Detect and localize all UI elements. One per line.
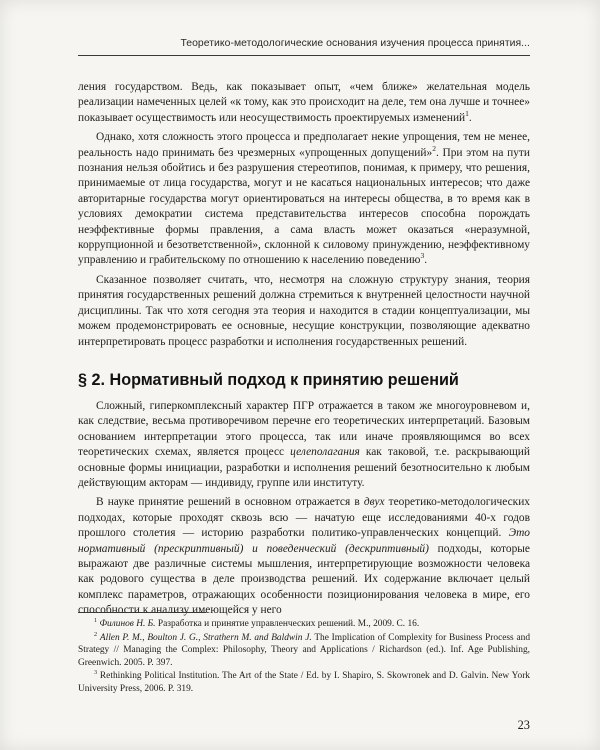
footnote-ref-2: 2 — [432, 143, 436, 153]
section-paragraph-1-text-a: Сложный, гиперкомплексный характер ПГР отражается в таком же многоуровневом и, как следствие, весьма противоречивом перечне его теоретических интерпретаций. Базовым основанием интерпретации этого процесса, так или иначе проявляющимся во всех теоретических схемах, является процесс — [78, 400, 530, 459]
paragraph-2-text-a: Однако, хотя сложность этого процесса и предполагает некие упрощения, тем не менее, реальность надо принимать без чрезмерных «упрощенных допущений» — [78, 131, 530, 159]
section-paragraph-2-emphasis-1: двух — [363, 496, 385, 509]
section-paragraph-1 — [78, 399, 530, 491]
main-text — [78, 80, 530, 350]
footnotes — [78, 618, 530, 697]
footnote-3 — [78, 670, 530, 695]
paragraph-2-text-b: . При этом на пути познания нельзя обойтись и без разрушения стереотипов, понимая, к примеру, что решения, принимаемые от лица государства, могут и не касаться национальных интересов; что даже авторитарные государства могут ориентироваться на интересы общества, в то время как в условиях демократии система представительства интересов способна порождать неэффективные формы правления, а сама власть может оказаться «неразумной, коррупционной и безответственной», склонной к силовому принуждению, неэффективному управлению и грабительскому по отношению к населению поведению — [78, 146, 530, 267]
section-paragraph-2-text-c: подходы, которые выражают две различные системы мышления, интерпретирующие возможности человека как родового существа в деле производства решений. Их содержание включает целый комплекс параметров, отражающих особенности позиционирования человека в мире, его способности к анализу имеющейся у него — [78, 542, 530, 617]
footnote-ref-1: 1 — [465, 109, 469, 119]
paragraph-3: Сказанное позволяет считать, что, несмотря на сложную структуру знания, теория принятия государственных решений должна стремиться к внутренней целостности научной дисциплины. Так что хотя сегодня эта теория и находится в стадии концептуализации, мы можем продемонстрировать ее основные, несущие конструкции, позволяющие адекватно интерпретировать процесс разработки и исполнения государственных решений. — [78, 273, 530, 348]
section-paragraph-2-text-a: В науке принятие решений в основном отражается в — [96, 496, 364, 509]
footnote-1-text: Разработка и принятие управленческих решений. М., 2009. С. 16. — [155, 619, 420, 629]
section-text — [78, 399, 530, 619]
footnote-2 — [78, 632, 530, 670]
footnote-3-number: 3 — [94, 669, 98, 677]
section-heading: § 2. Нормативный подход к принятию решений — [78, 371, 459, 389]
footnote-2-number: 2 — [94, 630, 98, 638]
footnote-1-number: 1 — [94, 616, 98, 624]
section-paragraph-2-emphasis-2: Это нормативный (прескриптивный) и поведенческий (дескриптивный) — [78, 527, 530, 555]
page-number: 23 — [517, 718, 530, 732]
section-paragraph-2-text-b: теоретико-методологических подходах, которые проходят сквозь всю — начатую еще исследованиями 40-х годов прошлого столетия — историю разработки политико-управленческих концепций. — [78, 496, 531, 540]
paragraph-1-text: ления государством. Ведь, как показывает опыт, «чем ближе» желательная модель реализации намеченных целей «к тому, как это происходит на деле, тем она лучше и точнее» показывает осуществимость или неосуществимость проектируемых изменений — [78, 81, 530, 124]
footnote-3-text: Rethinking Political Institution. The Art of the State / Ed. by I. Shapiro, S. Skowronek and D. Galvin. New York University Press, 2006. P. 319. — [78, 671, 530, 694]
paragraph-2: Однако, хотя сложность этого процесса и предполагает некие упрощения, тем не менее, реальность надо принимать без чрезмерных «упрощенных допущений»$^2$. При этом на пути познания нельзя обойтись и без разрушения стереотипов, понимая, к примеру, что решения, принимаемые от лица государства, могут и не касаться национальных интересов; что даже авторитарные государства могут ориентироваться на интересы общества, в то время как в условиях демократии система представительства интересов способна порождать неэффективные формы правления, а сама власть может оказаться «неразумной, коррупционной и безответственной», склонной к силовому принуждению, неэффективному управлению и грабительскому по отношению к населению поведению$^3$. — [78, 131, 530, 267]
footnote-divider — [78, 612, 206, 613]
footnote-2-text: The Implication of Complexity for Business Process and Strategy // Managing the Complex: Philosophy, Theory and Applications / Richardson (ed.). Inf. Age Publishing, Greenwich. 2005. P. 397. — [78, 632, 531, 668]
running-header: Теоретико-методологические основания изучения процесса принятия... — [78, 38, 530, 56]
footnote-ref-3: 3 — [420, 251, 425, 261]
section-paragraph-2 — [78, 495, 530, 618]
footnote-1 — [78, 618, 530, 631]
footnote-2-authors: Allen P. M., Boulton J. G., Strathern M. and Baldwin J. — [99, 632, 312, 643]
section-paragraph-1-emphasis: целеполагания — [290, 446, 360, 459]
section-paragraph-1-text-b: как таковой, т.е. раскрывающий основные формы инициации, разработки и исполнения решений безотносительно к любым действующим акторам — индивиду, группе или институту. — [78, 446, 530, 490]
paragraph-1: ления государством. Ведь, как показывает опыт, «чем ближе» желательная модель реализации намеченных целей «к тому, как это происходит на деле, тем она лучше и точнее» показывает осуществимость или неосуществимость проектируемых изменений$^1$. — [78, 81, 530, 124]
footnote-1-authors: Филинов Н. Б. — [99, 619, 156, 629]
